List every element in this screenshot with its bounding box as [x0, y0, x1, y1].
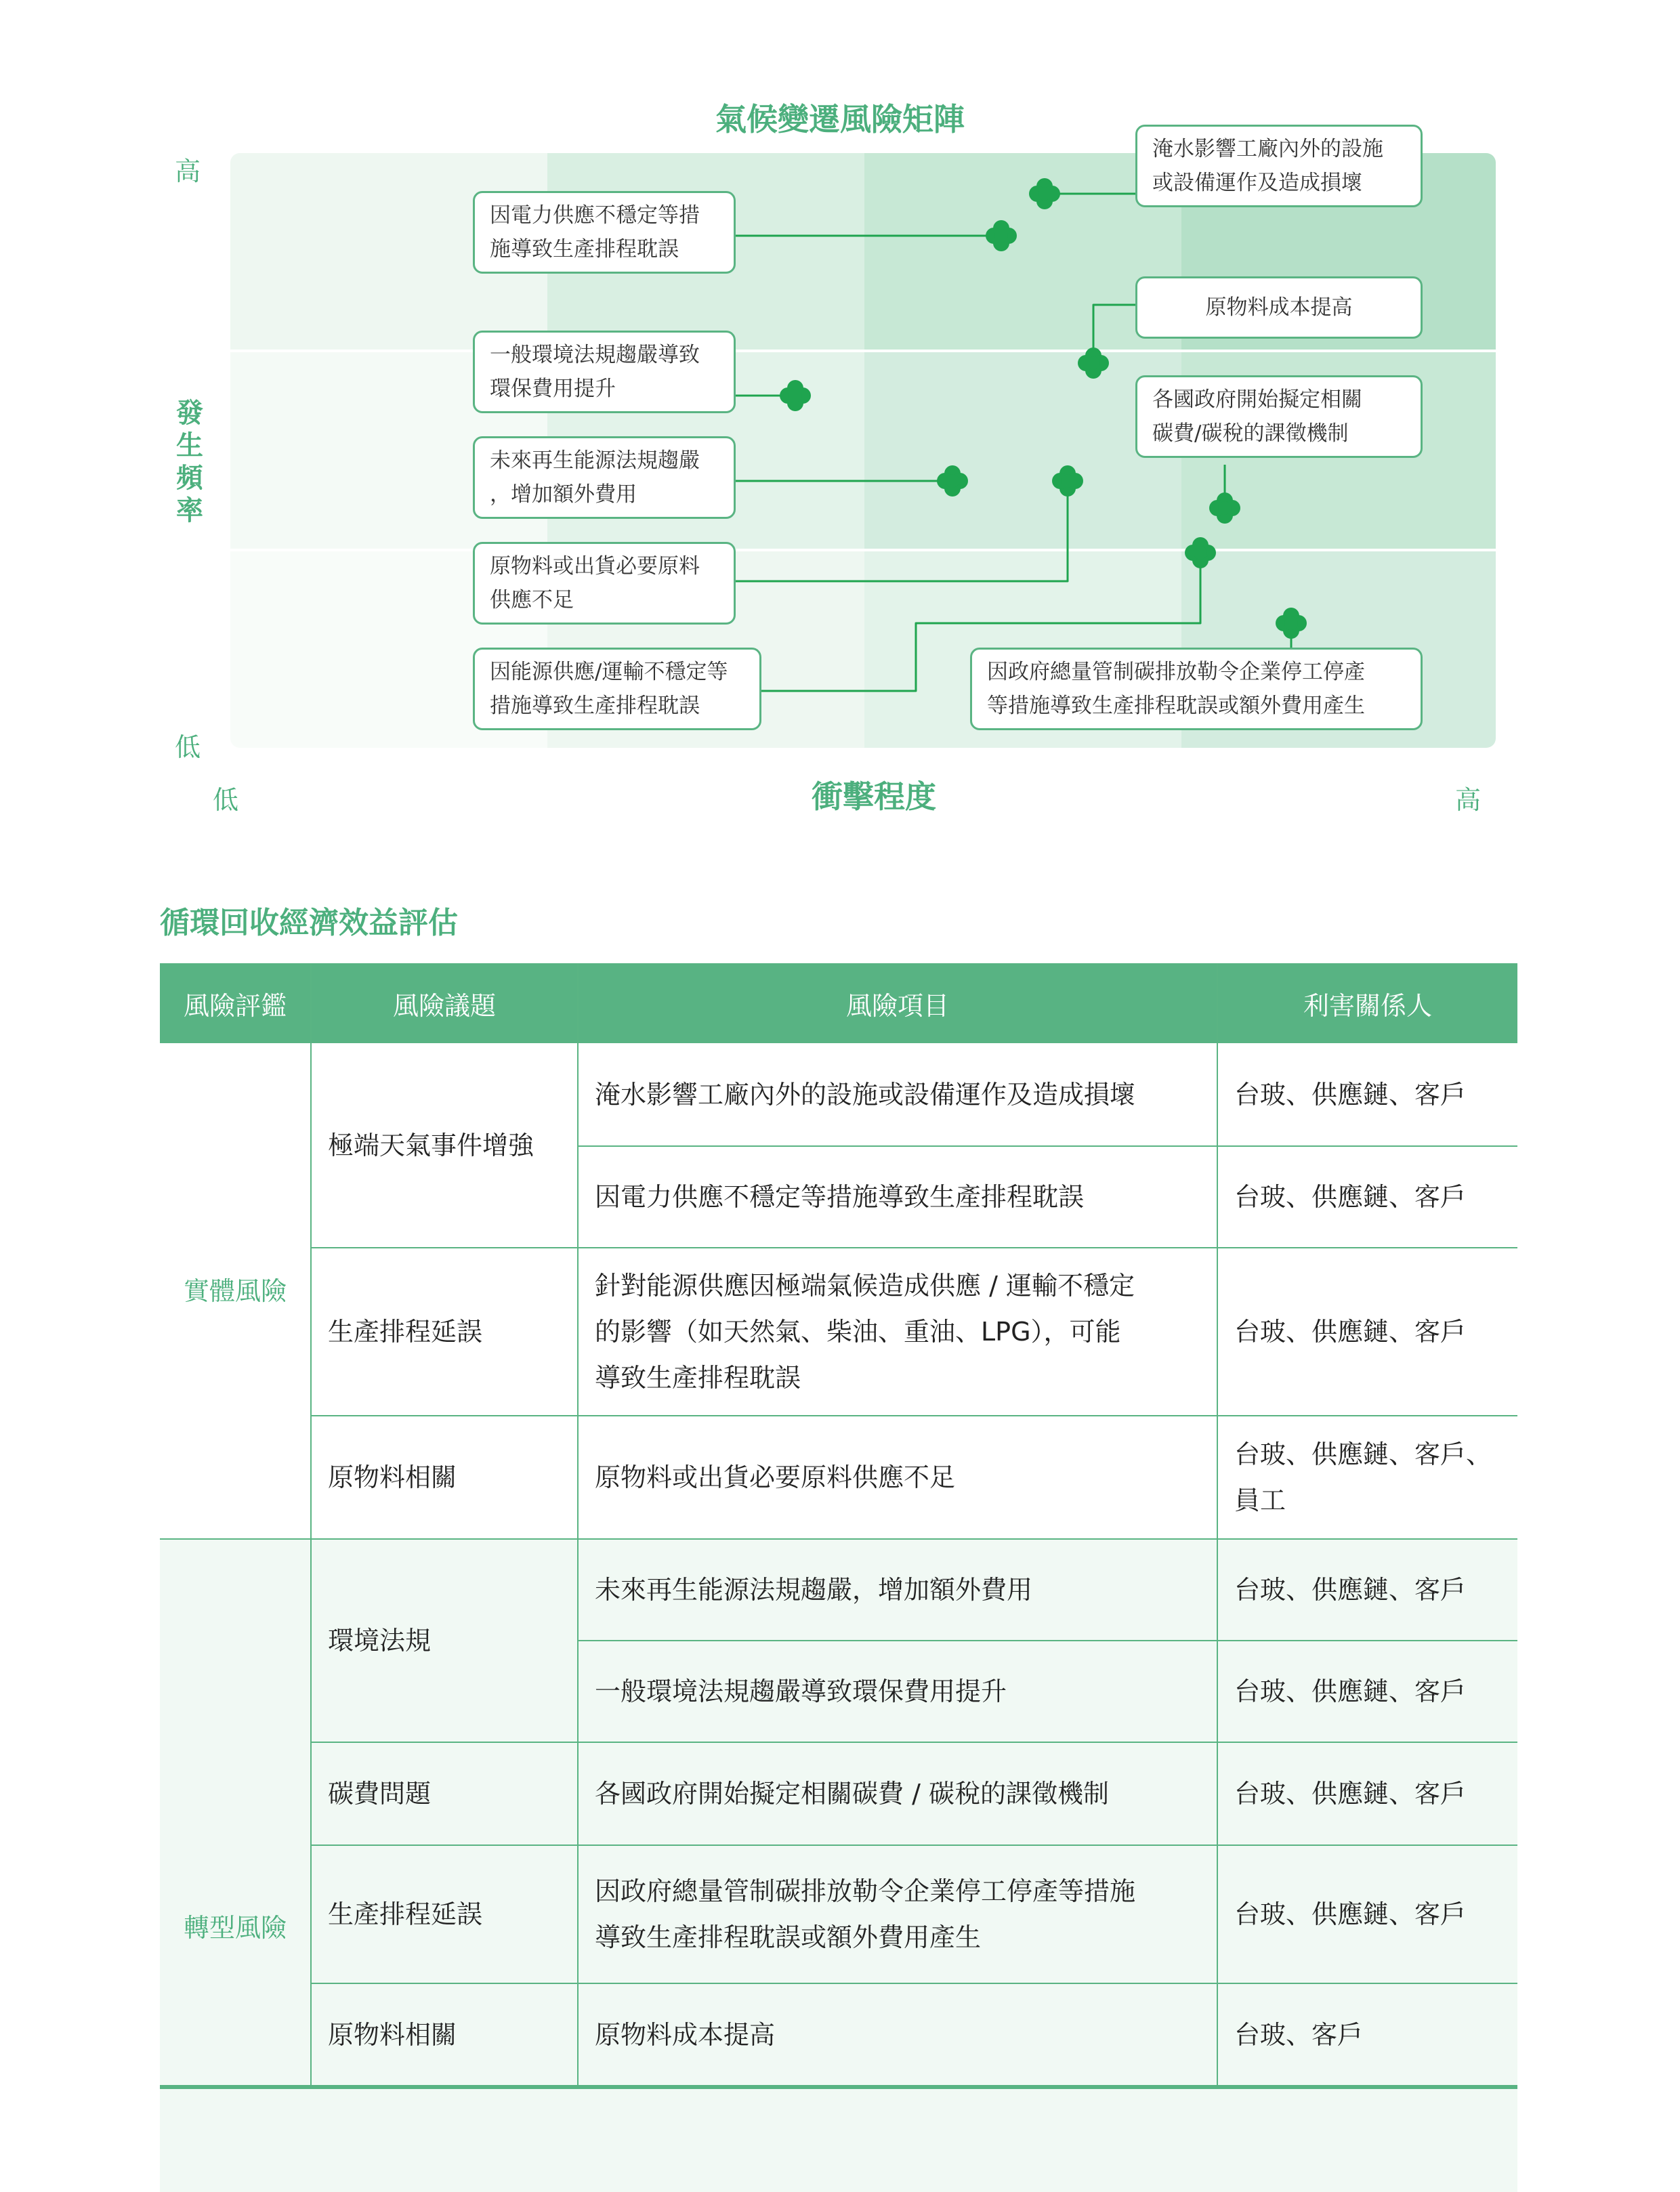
table-divider — [310, 1845, 1517, 1846]
risk-label-energy-transport: 因能源供應/運輸不穩定等 措施導致生產排程耽誤 — [473, 648, 761, 730]
table-row-stakeholders: 台玻、供應鏈、客戶 — [1234, 1080, 1467, 1110]
topic-raw-materials: 原物料相關 — [328, 1462, 457, 1492]
table-divider — [310, 1742, 1517, 1743]
risk-marker-icon — [1078, 347, 1109, 379]
group-physical-risk: 實體風險 — [183, 1276, 287, 1306]
topic-raw-materials-2: 原物料相關 — [328, 2020, 457, 2050]
table-row-stakeholders: 台玻、供應鏈、客戶 — [1234, 1182, 1467, 1212]
y-axis-title: 發 生 頻 率 — [176, 398, 203, 526]
risk-label-env-regulation: 一般環境法規趨嚴導致 環保費用提升 — [473, 331, 736, 413]
risk-label-material-cost: 原物料成本提高 — [1135, 276, 1423, 339]
table-divider — [577, 1640, 1517, 1641]
x-axis-title: 衝擊程度 — [812, 778, 936, 815]
risk-marker-icon — [1029, 178, 1060, 209]
header-risk-item: 風險項目 — [579, 963, 1217, 1043]
risk-marker-icon — [780, 380, 811, 411]
table-divider — [577, 1145, 1517, 1147]
table-row-item: 因政府總量管制碳排放勒令企業停工停產等措施 導致生產排程耽誤或額外費用產生 — [595, 1876, 1136, 1952]
group-transition-risk: 轉型風險 — [183, 1913, 287, 1943]
table-row-stakeholders: 台玻、供應鏈、客戶 — [1234, 1899, 1467, 1929]
risk-label-renewable-regulation: 未來再生能源法規趨嚴 ，增加額外費用 — [473, 436, 736, 519]
x-axis-high-label: 高 — [1455, 785, 1482, 815]
table-divider — [310, 1983, 1517, 1984]
risk-marker-icon — [937, 465, 968, 497]
table-row-stakeholders: 台玻、客戶 — [1234, 2020, 1364, 2050]
table-divider — [310, 1247, 1517, 1248]
connector-layer — [0, 0, 1680, 840]
table-row-stakeholders: 台玻、供應鏈、客戶 — [1234, 1317, 1467, 1347]
risk-marker-icon — [1276, 608, 1307, 639]
risk-label-carbon-fee: 各國政府開始擬定相關 碳費/碳稅的課徵機制 — [1135, 375, 1423, 458]
topic-carbon-fee: 碳費問題 — [328, 1779, 432, 1809]
risk-marker-icon — [986, 220, 1017, 251]
header-stakeholders: 利害關係人 — [1218, 963, 1517, 1043]
table-row-stakeholders: 台玻、供應鏈、客戶、 員工 — [1234, 1439, 1492, 1515]
matrix-title: 氣候變遷風險矩陣 — [715, 101, 965, 138]
risk-label-flood: 淹水影響工廠內外的設施 或設備運作及造成損壞 — [1135, 125, 1423, 207]
table-row-item: 原物料成本提高 — [595, 2020, 776, 2050]
table-row-item: 針對能源供應因極端氣候造成供應 / 運輸不穩定 的影響（如天然氣、柴油、重油、LPG），可能 導致生產排程耽誤 — [595, 1271, 1135, 1393]
table-row-item: 各國政府開始擬定相關碳費 / 碳稅的課徵機制 — [595, 1779, 1109, 1809]
header-risk-topic: 風險議題 — [312, 963, 577, 1043]
table-row-stakeholders: 台玻、供應鏈、客戶 — [1234, 1779, 1467, 1809]
table-divider — [1217, 963, 1218, 2086]
risk-label-power-supply: 因電力供應不穩定等措 施導致生產排程耽誤 — [473, 191, 736, 274]
topic-production-delay-2: 生產排程延誤 — [328, 1899, 483, 1929]
risk-label-gov-emission-control: 因政府總量管制碳排放勒令企業停工停產 等措施導致生產排程耽誤或額外費用產生 — [970, 648, 1423, 730]
table-divider — [160, 1538, 1517, 1540]
table-row-item: 一般環境法規趨嚴導致環保費用提升 — [595, 1677, 1007, 1706]
topic-production-delay: 生產排程延誤 — [328, 1317, 483, 1347]
risk-marker-icon — [1209, 492, 1240, 524]
table-row-stakeholders: 台玻、供應鏈、客戶 — [1234, 1677, 1467, 1706]
x-axis-low-label: 低 — [213, 785, 239, 815]
table-bottom-border — [160, 2085, 1517, 2089]
table-row-item: 淹水影響工廠內外的設施或設備運作及造成損壞 — [595, 1080, 1136, 1110]
risk-matrix — [0, 0, 1680, 840]
risk-marker-icon — [1052, 465, 1083, 497]
risk-label-material-shortage: 原物料或出貨必要原料 供應不足 — [473, 542, 736, 625]
table-divider — [310, 963, 312, 2086]
section-title: 循環回收經濟效益評估 — [160, 906, 458, 940]
table-row-item: 因電力供應不穩定等措施導致生產排程耽誤 — [595, 1182, 1085, 1212]
topic-extreme-weather: 極端天氣事件增強 — [328, 1131, 534, 1160]
topic-env-regulation: 環境法規 — [328, 1626, 432, 1656]
table-divider — [310, 1415, 1517, 1416]
table-row-item: 未來再生能源法規趨嚴，增加額外費用 — [595, 1575, 1033, 1605]
table-divider — [577, 963, 579, 2086]
header-risk-assessment: 風險評鑑 — [160, 963, 310, 1043]
y-axis-high-label: 高 — [175, 156, 201, 186]
y-axis-low-label: 低 — [175, 732, 201, 762]
risk-marker-icon — [1185, 537, 1216, 568]
table-row-item: 原物料或出貨必要原料供應不足 — [595, 1462, 956, 1492]
table-row-stakeholders: 台玻、供應鏈、客戶 — [1234, 1575, 1467, 1605]
connector-line — [736, 481, 1068, 581]
